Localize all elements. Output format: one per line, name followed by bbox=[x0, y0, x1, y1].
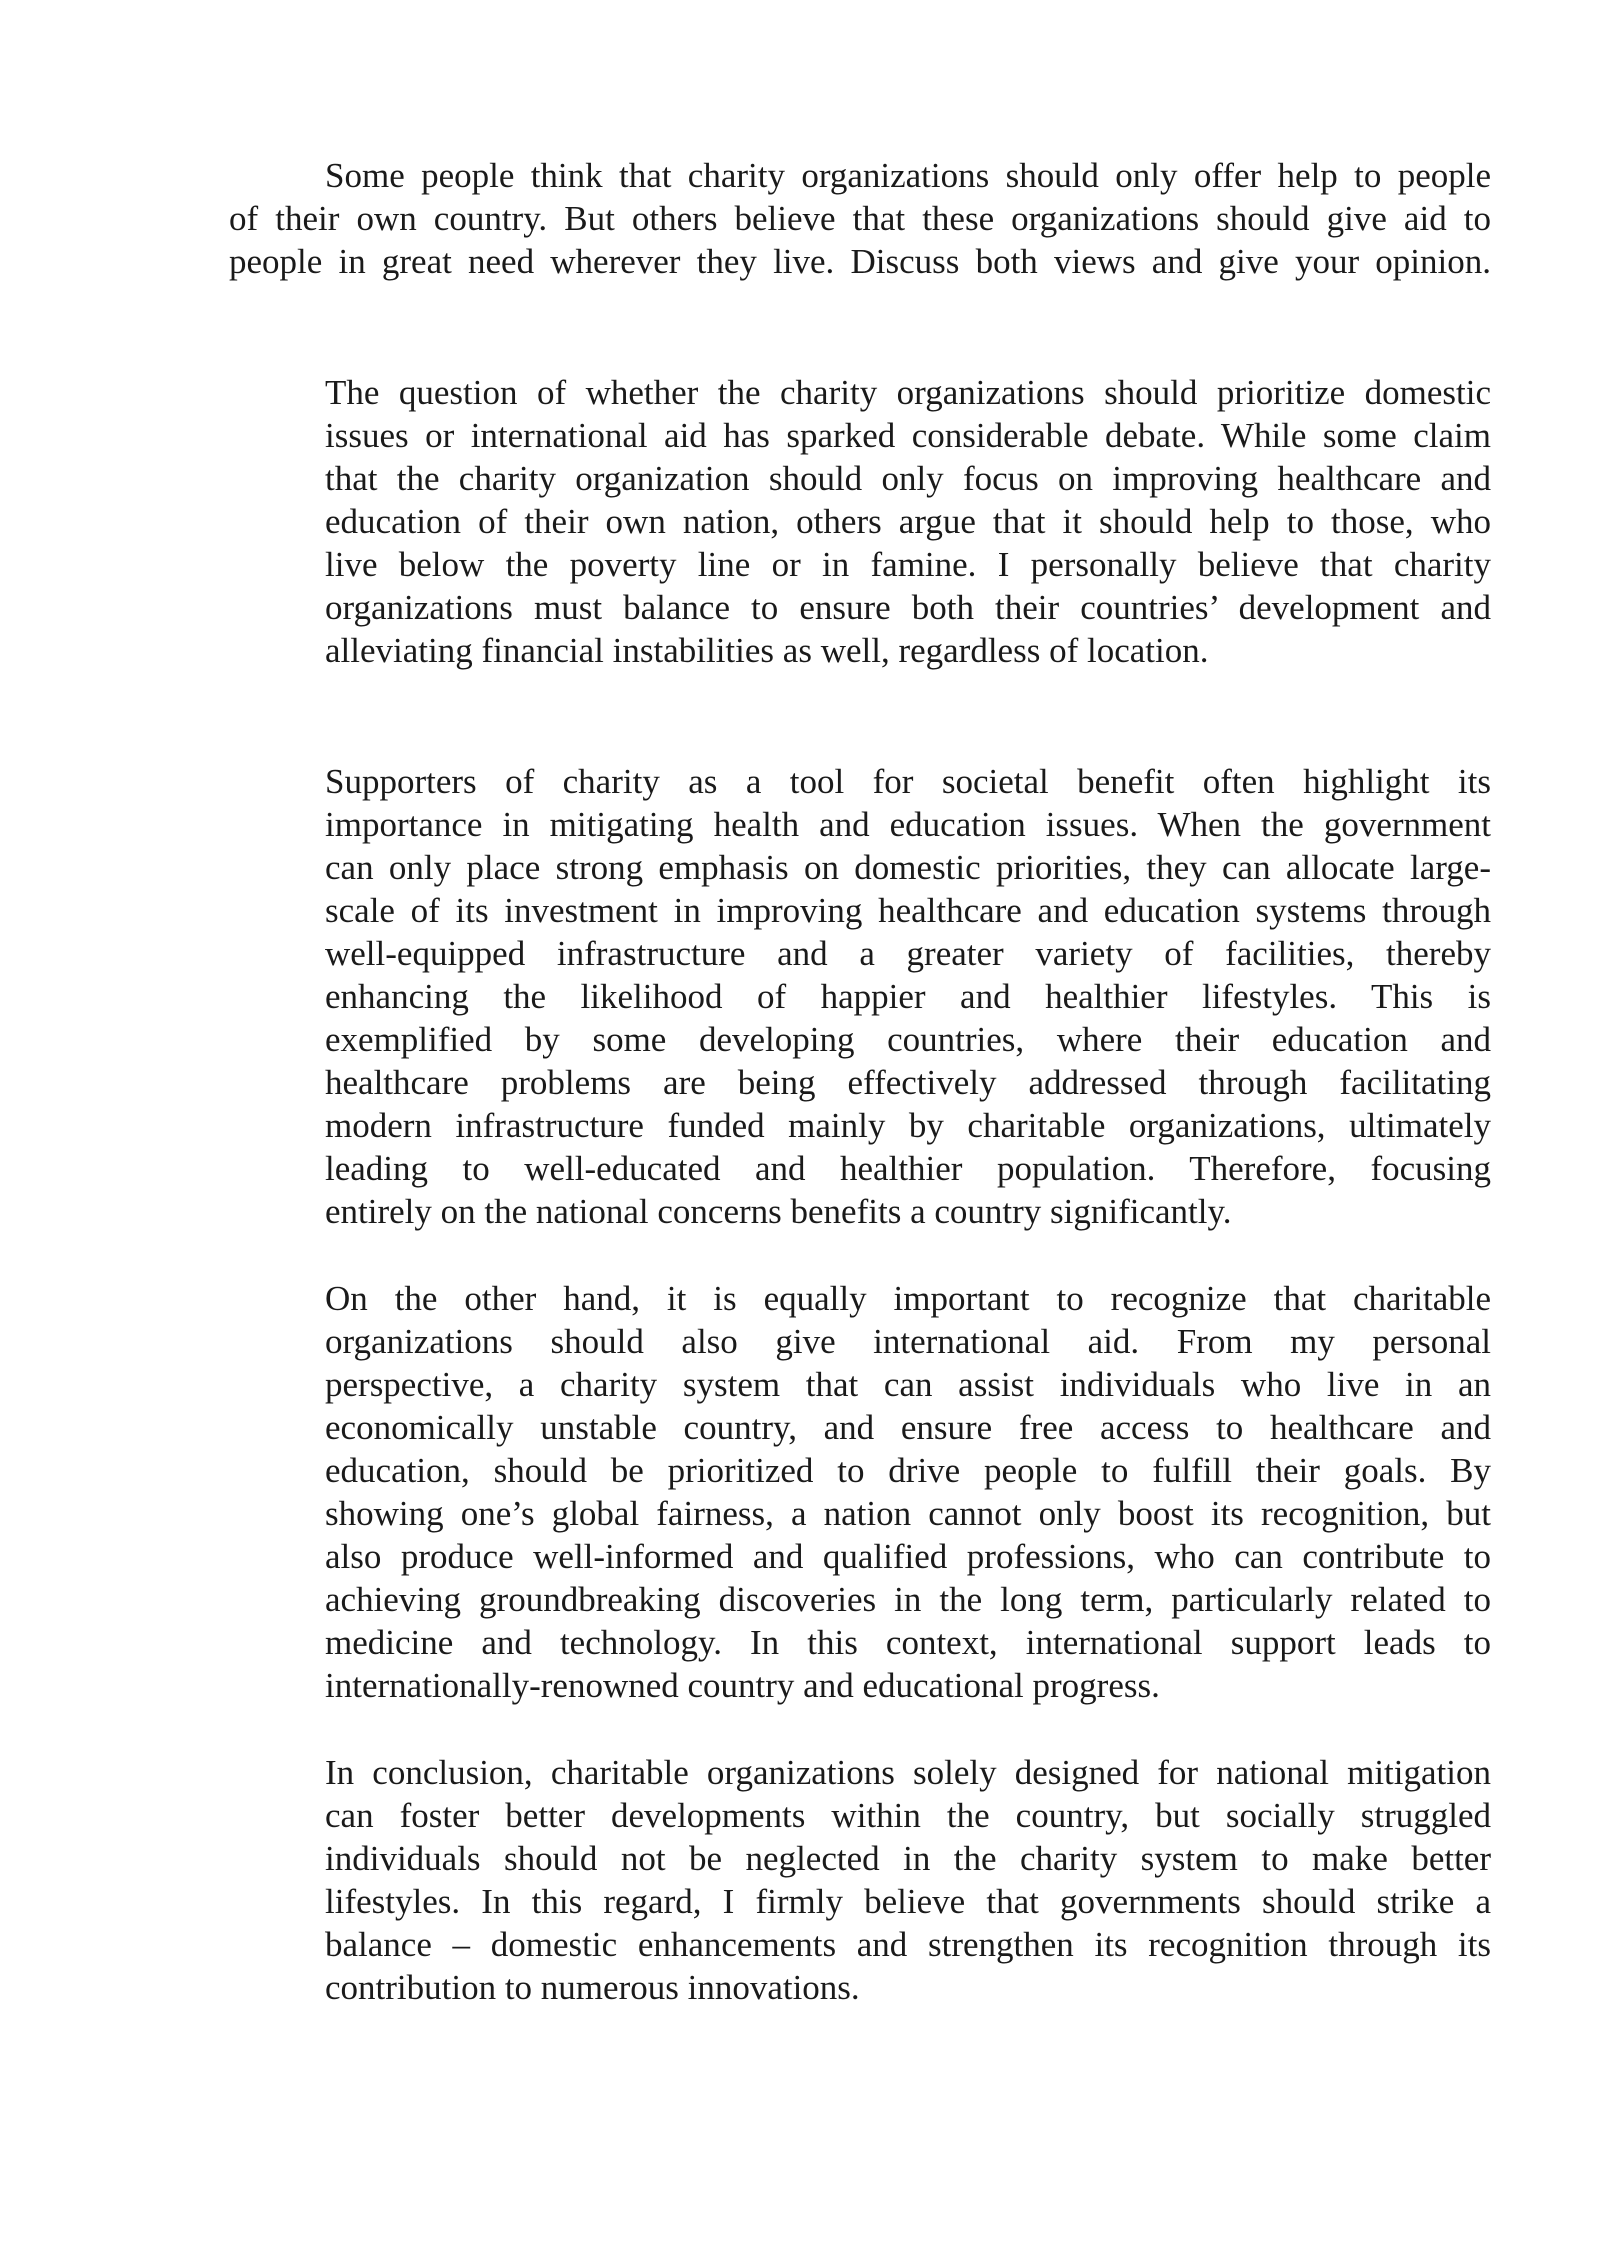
paragraph-line: achieving groundbreaking discoveries in the long term, particularly related to bbox=[325, 1580, 1491, 1619]
paragraph-line: well-equipped infrastructure and a greater variety of facilities, thereby bbox=[325, 934, 1491, 973]
paragraph-line: individuals should not be neglected in the charity system to make better bbox=[325, 1839, 1491, 1878]
paragraph-line: In conclusion, charitable organizations solely designed for national mitigation bbox=[325, 1753, 1491, 1792]
paragraph-line: internationally-renowned country and educational progress. bbox=[325, 1666, 1160, 1705]
prompt-line: Some people think that charity organizations should only offer help to people bbox=[325, 156, 1491, 195]
paragraph-line: issues or international aid has sparked considerable debate. While some claim bbox=[325, 416, 1491, 455]
paragraph-line: The question of whether the charity organizations should prioritize domestic bbox=[325, 373, 1491, 412]
paragraph-line: enhancing the likelihood of happier and healthier lifestyles. This is bbox=[325, 977, 1491, 1016]
paragraph-line: organizations must balance to ensure both their countries’ development and bbox=[325, 588, 1491, 627]
paragraph-line: live below the poverty line or in famine. I personally believe that charity bbox=[325, 545, 1491, 584]
paragraph-line: balance – domestic enhancements and strengthen its recognition through its bbox=[325, 1925, 1491, 1964]
paragraph-line: exemplified by some developing countries, where their education and bbox=[325, 1020, 1491, 1059]
paragraph-line: contribution to numerous innovations. bbox=[325, 1968, 860, 2007]
paragraph-line: lifestyles. In this regard, I firmly believe that governments should strike a bbox=[325, 1882, 1491, 1921]
paragraph-line: also produce well-informed and qualified professions, who can contribute to bbox=[325, 1537, 1491, 1576]
prompt-line: people in great need wherever they live. Discuss both views and give your opinion. bbox=[229, 242, 1491, 281]
paragraph-line: leading to well-educated and healthier population. Therefore, focusing bbox=[325, 1149, 1491, 1188]
paragraph-line: that the charity organization should only focus on improving healthcare and bbox=[325, 459, 1491, 498]
paragraph-line: education, should be prioritized to drive people to fulfill their goals. By bbox=[325, 1451, 1491, 1490]
paragraph-line: healthcare problems are being effectively addressed through facilitating bbox=[325, 1063, 1491, 1102]
paragraph-line: economically unstable country, and ensure free access to healthcare and bbox=[325, 1408, 1491, 1447]
paragraph-line: entirely on the national concerns benefits a country significantly. bbox=[325, 1192, 1232, 1231]
prompt-line: of their own country. But others believe that these organizations should give aid to bbox=[229, 199, 1491, 238]
paragraph-line: showing one’s global fairness, a nation cannot only boost its recognition, but bbox=[325, 1494, 1491, 1533]
paragraph-line: medicine and technology. In this context, international support leads to bbox=[325, 1623, 1491, 1662]
paragraph-line: can foster better developments within the country, but socially struggled bbox=[325, 1796, 1491, 1835]
paragraph-line: perspective, a charity system that can assist individuals who live in an bbox=[325, 1365, 1491, 1404]
paragraph-line: On the other hand, it is equally important to recognize that charitable bbox=[325, 1279, 1491, 1318]
paragraph-line: alleviating financial instabilities as well, regardless of location. bbox=[325, 631, 1209, 670]
paragraph-line: scale of its investment in improving healthcare and education systems through bbox=[325, 891, 1491, 930]
paragraph-line: organizations should also give international aid. From my personal bbox=[325, 1322, 1491, 1361]
paragraph-line: can only place strong emphasis on domestic priorities, they can allocate large- bbox=[325, 848, 1491, 887]
paragraph-line: Supporters of charity as a tool for societal benefit often highlight its bbox=[325, 762, 1491, 801]
paragraph-line: education of their own nation, others argue that it should help to those, who bbox=[325, 502, 1491, 541]
paragraph-line: modern infrastructure funded mainly by charitable organizations, ultimately bbox=[325, 1106, 1491, 1145]
paragraph-line: importance in mitigating health and education issues. When the government bbox=[325, 805, 1491, 844]
